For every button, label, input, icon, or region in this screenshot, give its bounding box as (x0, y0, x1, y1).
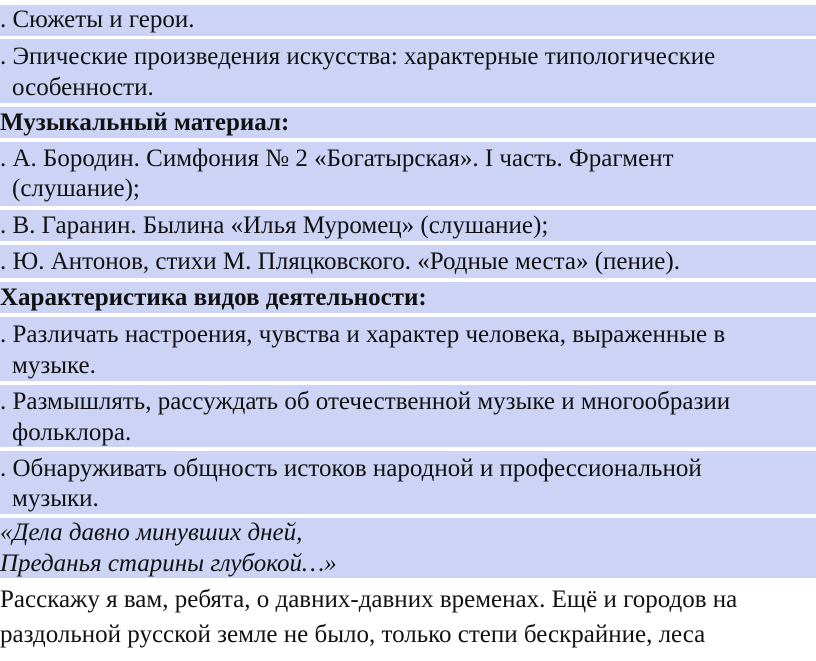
topic-item-line: особенности. (12, 74, 154, 101)
activity-item-line: фольклора. (12, 419, 132, 446)
topic-item-line: . Эпические произведения искусства: характерные типологические (0, 43, 716, 70)
activity-item-line: музыке. (12, 352, 96, 379)
music-item-line: (слушание); (12, 175, 140, 202)
activity-item-line: . Различать настроения, чувства и характер человека, выраженные в (0, 321, 726, 348)
body-text-line: Расскажу я вам, ребята, о давних-давних временах. Ещё и городов на (0, 586, 738, 613)
epigraph-line: Преданья старины глубокой…» (0, 550, 337, 577)
epigraph-line: «Дела давно минувших дней, (0, 519, 303, 546)
topic-item-line: . Сюжеты и герои. (0, 6, 195, 33)
activity-item-line: музыки. (12, 485, 99, 512)
activity-heading: Характеристика видов деятельности: (0, 284, 427, 311)
activity-item-line: . Размышлять, рассуждать об отечественной музыке и многообразии (0, 388, 731, 415)
music-item-line: . А. Бородин. Симфония № 2 «Богатырская». I часть. Фрагмент (0, 145, 674, 172)
body-text-line: раздольной русской земле не было, только степи бескрайние, леса (0, 621, 706, 648)
music-heading: Музыкальный материал: (0, 109, 290, 136)
music-item-line: . Ю. Антонов, стихи М. Пляцковского. «Родные места» (пение). (0, 248, 680, 275)
music-item-line: . В. Гаранин. Былина «Илья Муромец» (слушание); (0, 212, 549, 239)
activity-item-line: . Обнаруживать общность истоков народной и профессиональной (0, 455, 702, 482)
